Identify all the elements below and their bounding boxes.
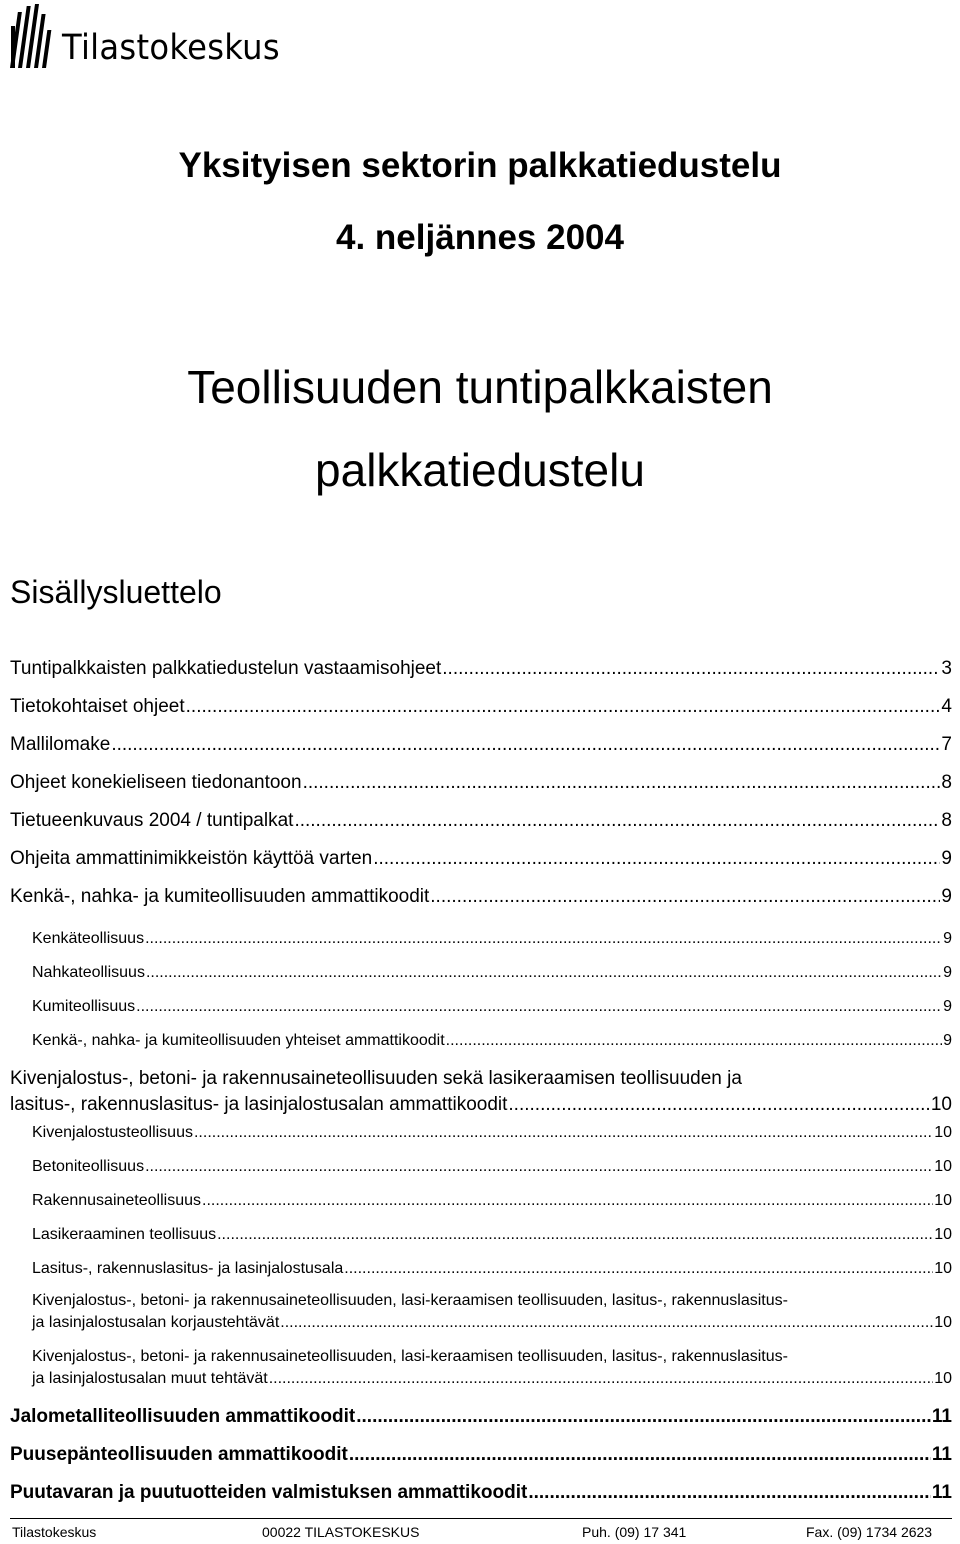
- toc-entry-title-line1: Kivenjalostus-, betoni- ja rakennusaineteollisuuden sekä lasikeraamisen teollisuuden ja: [10, 1068, 742, 1089]
- toc-entry-title: Kenkä-, nahka- ja kumiteollisuuden ammattikoodit: [10, 886, 430, 907]
- toc-subentry[interactable]: [10, 1192, 952, 1210]
- toc-entry-title: lasitus-, rakennuslasitus- ja lasinjalostusalan ammattikoodit: [10, 1094, 508, 1115]
- footer-fax: Fax. (09) 1734 2623: [806, 1524, 933, 1540]
- toc-entry[interactable]: [10, 848, 952, 870]
- toc-entry-page: 10: [934, 1314, 952, 1331]
- toc-subentry[interactable]: [10, 1348, 952, 1388]
- toc-entry[interactable]: [10, 1068, 952, 1116]
- survey-title-line2: palkkatiedustelu: [315, 444, 645, 496]
- toc-heading: Sisällysluettelo: [10, 574, 222, 610]
- toc-entry-page: 10: [934, 1192, 952, 1209]
- footer-phone: Puh. (09) 17 341: [582, 1524, 687, 1540]
- toc-entry-page: 9: [941, 848, 952, 869]
- toc-entry-title: ja lasinjalostusalan korjaustehtävät: [32, 1314, 280, 1331]
- toc-entry-title: Kumiteollisuus: [32, 998, 136, 1015]
- toc-entry-page: 9: [943, 930, 952, 947]
- statistics-finland-logo-icon: [10, 4, 56, 68]
- survey-title-line1: Teollisuuden tuntipalkkaisten: [187, 361, 773, 413]
- toc-entry-title: Rakennusaineteollisuus: [32, 1192, 201, 1209]
- toc-subentry[interactable]: [10, 1226, 952, 1244]
- toc-entry-title: Kenkäteollisuus: [32, 930, 145, 947]
- toc-entry-page: 10: [934, 1226, 952, 1243]
- toc-entry-page: 10: [930, 1094, 952, 1115]
- toc-entry-page: 9: [943, 1032, 952, 1049]
- toc-entry-title: Puutavaran ja puutuotteiden valmistuksen ammattikoodit: [10, 1482, 528, 1503]
- toc-entry-title: Puusepänteollisuuden ammattikoodit: [10, 1444, 348, 1465]
- toc-entry-page: 9: [943, 998, 952, 1015]
- toc-entry-title: Betoniteollisuus: [32, 1158, 145, 1175]
- toc-entry[interactable]: [10, 1406, 952, 1428]
- toc-entry-page: 4: [941, 696, 952, 717]
- toc-entry[interactable]: [10, 1444, 952, 1466]
- toc-entry[interactable]: [10, 734, 952, 756]
- toc-entry-page: 11: [931, 1406, 952, 1427]
- footer-divider: [10, 1518, 952, 1519]
- toc-entry[interactable]: [10, 696, 952, 718]
- toc-entry-page: 8: [941, 772, 952, 793]
- toc-subentry[interactable]: [10, 930, 952, 948]
- toc-entry-page: 10: [934, 1158, 952, 1175]
- toc-entry[interactable]: [10, 886, 952, 908]
- toc-entry-page: 7: [941, 734, 952, 755]
- toc-subentry[interactable]: [10, 998, 952, 1016]
- toc-entry-page: 11: [931, 1444, 952, 1465]
- toc-subentry[interactable]: [10, 1158, 952, 1176]
- toc-subentry[interactable]: [10, 1124, 952, 1142]
- toc-entry-title: Ohjeet konekieliseen tiedonantoon: [10, 772, 302, 793]
- toc-entry-page: 10: [934, 1260, 952, 1277]
- document-title: Yksityisen sektorin palkkatiedustelu: [178, 146, 782, 185]
- toc-entry-title: ja lasinjalostusalan muut tehtävät: [32, 1370, 268, 1387]
- toc-entry-title: Jalometalliteollisuuden ammattikoodit: [10, 1406, 356, 1427]
- logo-text: Tilastokeskus: [62, 28, 280, 68]
- footer-address: 00022 TILASTOKESKUS: [262, 1524, 420, 1540]
- toc-entry-page: 10: [934, 1370, 952, 1387]
- toc-entry-page: 9: [941, 886, 952, 907]
- toc-entry-title: Ohjeita ammattinimikkeistön käyttöä varten: [10, 848, 373, 869]
- toc-entry-title: Lasikeraaminen teollisuus: [32, 1226, 217, 1243]
- toc-entry[interactable]: [10, 1482, 952, 1504]
- toc-entry-title: Lasitus-, rakennuslasitus- ja lasinjalostusala: [32, 1260, 344, 1277]
- toc-entry-title: Nahkateollisuus: [32, 964, 145, 981]
- toc-subentry[interactable]: [10, 1032, 952, 1050]
- toc-entry[interactable]: [10, 658, 952, 680]
- toc-entry-page: 8: [941, 810, 952, 831]
- toc-entry-title: Tietokohtaiset ohjeet: [10, 696, 185, 717]
- document-subtitle: 4. neljännes 2004: [336, 218, 624, 257]
- toc-entry-title-line1: Kivenjalostus-, betoni- ja rakennusaineteollisuuden, lasi-keraamisen teollisuuden, lasitus-, rakennuslasitus-: [32, 1348, 788, 1365]
- toc-entry-title: Mallilomake: [10, 734, 111, 755]
- toc-entry-title: Tuntipalkkaisten palkkatiedustelun vastaamisohjeet: [10, 658, 442, 679]
- logo: [10, 4, 299, 68]
- footer-org: Tilastokeskus: [12, 1524, 97, 1540]
- toc-entry-page: 10: [934, 1124, 952, 1141]
- toc-subentry[interactable]: [10, 1292, 952, 1332]
- toc-entry-title: Tietueenkuvaus 2004 / tuntipalkat: [10, 810, 294, 831]
- toc-subentry[interactable]: [10, 964, 952, 982]
- toc-entry[interactable]: [10, 810, 952, 832]
- toc-entry[interactable]: [10, 772, 952, 794]
- toc-entry-title-line1: Kivenjalostus-, betoni- ja rakennusaineteollisuuden, lasi-keraamisen teollisuuden, lasitus-, rakennuslasitus-: [32, 1292, 788, 1309]
- toc-entry-page: 3: [941, 658, 952, 679]
- toc-entry-page: 9: [943, 964, 952, 981]
- toc-subentry[interactable]: [10, 1260, 952, 1278]
- toc-entry-title: Kenkä-, nahka- ja kumiteollisuuden yhteiset ammattikoodit: [32, 1032, 445, 1049]
- toc-entry-page: 11: [931, 1482, 952, 1503]
- toc-entry-title: Kivenjalostusteollisuus: [32, 1124, 193, 1141]
